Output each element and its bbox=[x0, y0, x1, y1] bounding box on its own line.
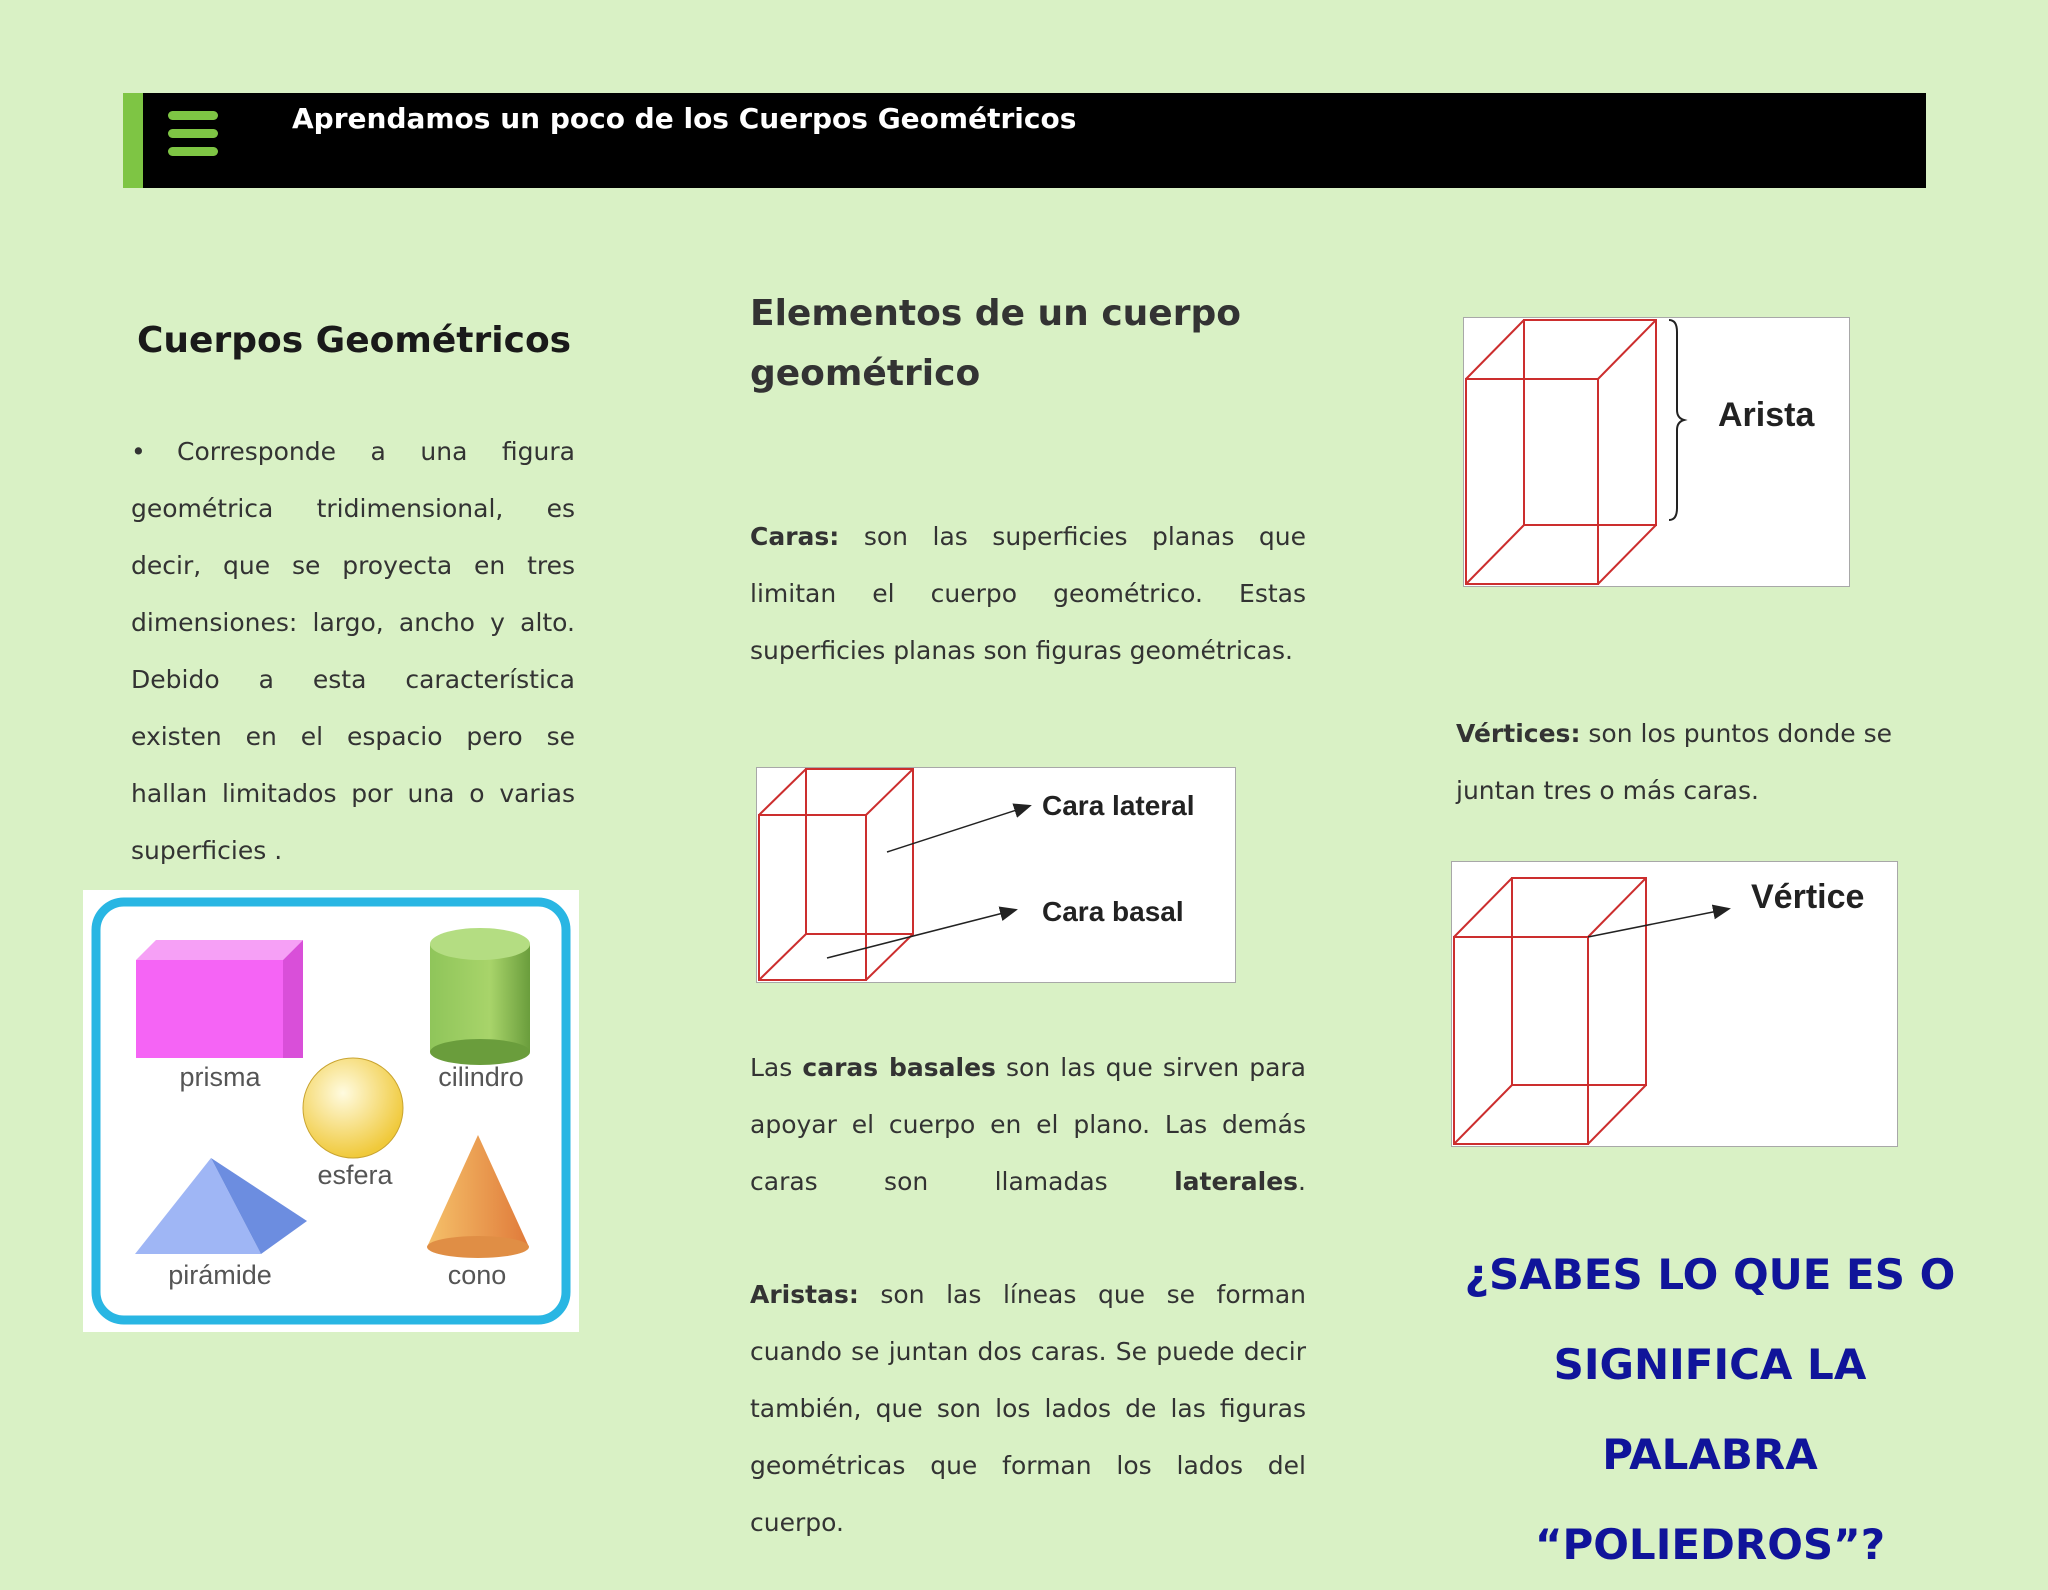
caras-diagram bbox=[757, 768, 1235, 982]
basales-paragraph bbox=[750, 1039, 1306, 1210]
prism-shape bbox=[136, 940, 303, 1058]
vertices-text: son los puntos donde se juntan tres o más caras. bbox=[1456, 719, 1892, 805]
prism-wireframe bbox=[759, 769, 913, 980]
header-accent-bar bbox=[123, 93, 143, 188]
middle-heading: Elementos de un cuerpo geométrico bbox=[750, 293, 1241, 394]
arista-label: Arista bbox=[1718, 396, 1815, 434]
vertice-label: Vértice bbox=[1751, 878, 1865, 916]
vertices-term: Vértices: bbox=[1456, 719, 1581, 748]
caras-term: Caras: bbox=[750, 522, 840, 551]
left-heading: Cuerpos Geométricos bbox=[137, 320, 572, 361]
arrow-lateral bbox=[887, 806, 1029, 852]
poliedros-question: ¿SABES LO QUE ES O SIGNIFICA LA PALABRA “POLIEDROS”? bbox=[1464, 1250, 1956, 1569]
arista-brace bbox=[1669, 320, 1684, 520]
geometric-shapes-illustration bbox=[83, 890, 579, 1332]
definition-paragraph bbox=[131, 423, 575, 879]
cylinder-label: cilindro bbox=[438, 1062, 524, 1092]
arista-figure bbox=[1463, 317, 1850, 587]
vertices-paragraph bbox=[1456, 705, 1936, 819]
aristas-term: Aristas: bbox=[750, 1280, 859, 1309]
caras-paragraph bbox=[750, 508, 1306, 679]
prism-label: prisma bbox=[179, 1062, 261, 1092]
bullet-icon: • bbox=[131, 437, 146, 466]
definition-text: Corresponde a una figura geométrica tridimensional, es decir, que se proyecta en tres dimensiones: largo, ancho y alto. Debido a esta característica existen en el espacio pero se hallan limitados por una o varias superficies . bbox=[131, 437, 575, 865]
basales-intro: Las bbox=[750, 1053, 793, 1082]
cylinder-shape bbox=[430, 928, 530, 1065]
aristas-text: son las líneas que se forman cuando se juntan dos caras. Se puede decir también, que son los lados de las figuras geométricas que forman los lados del cuerpo. bbox=[750, 1280, 1307, 1537]
basales-end: . bbox=[1298, 1167, 1306, 1196]
cone-label: cono bbox=[447, 1260, 507, 1290]
arrow-vertice bbox=[1588, 909, 1728, 937]
basales-term: caras basales bbox=[802, 1053, 996, 1082]
prism-wireframe bbox=[1466, 320, 1656, 584]
arista-diagram bbox=[1464, 318, 1849, 586]
cara-lateral-label: Cara lateral bbox=[1042, 790, 1195, 821]
hamburger-menu-icon[interactable] bbox=[168, 111, 218, 157]
aristas-paragraph bbox=[750, 1266, 1306, 1551]
basales-text: son las que sirven para apoyar el cuerpo en el plano. Las demás caras son llamadas bbox=[750, 1053, 1306, 1196]
caras-text: son las superficies planas que limitan el cuerpo geométrico. Estas superficies planas son figuras geométricas. bbox=[750, 522, 1306, 665]
vertice-figure bbox=[1451, 861, 1898, 1147]
prism-wireframe bbox=[1454, 878, 1646, 1144]
vertice-diagram bbox=[1452, 862, 1897, 1146]
laterales-term: laterales bbox=[1174, 1167, 1299, 1196]
sphere-shape bbox=[303, 1058, 403, 1158]
cara-basal-label: Cara basal bbox=[1042, 896, 1184, 927]
header-title: Aprendamos un poco de los Cuerpos Geométricos bbox=[292, 102, 1077, 135]
caras-figure bbox=[756, 767, 1236, 983]
pyramid-label: pirámide bbox=[168, 1260, 272, 1290]
sphere-label: esfera bbox=[317, 1160, 393, 1190]
geometric-shapes-figure bbox=[83, 890, 579, 1332]
